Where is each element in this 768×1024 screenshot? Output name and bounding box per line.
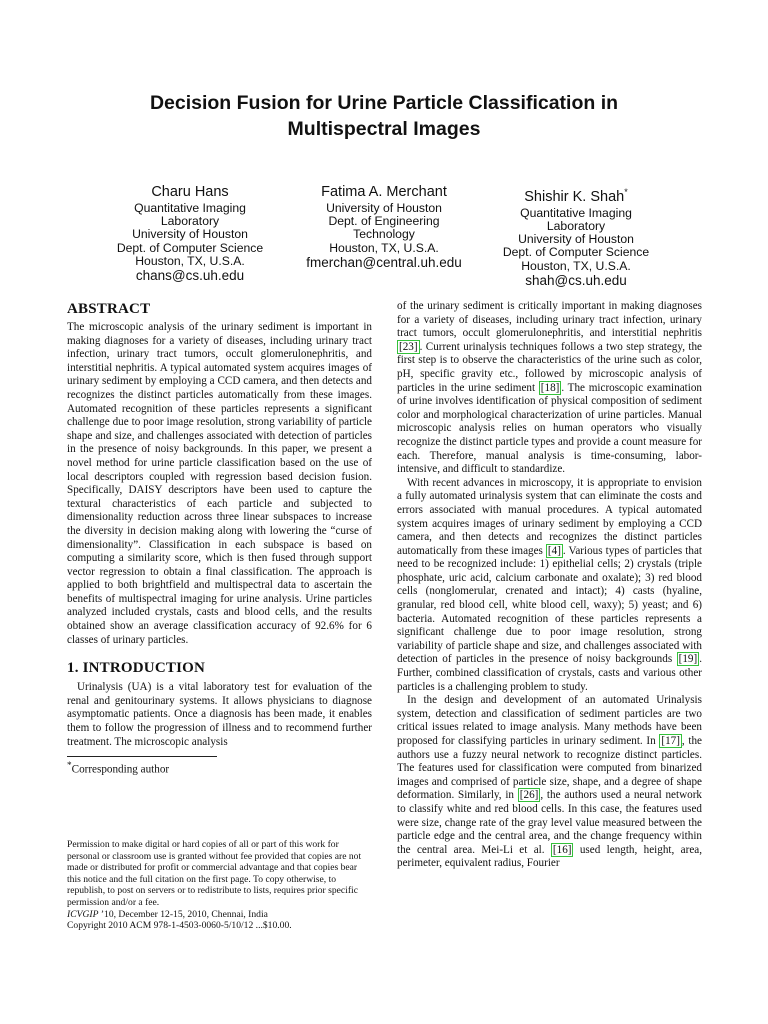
citation-link[interactable]: [16] — [552, 843, 572, 856]
abstract-text: The microscopic analysis of the urinary sediment is important in making diagnoses for a variety of diseases, including urinary tract infection, urinary tract tumors, occult glomerulonephritis, and interstitial nephritis. A typical automated system acquires images of urinary sediment by employing a CCD camera, and then detects and recognizes the distinct particles automatically from these images. Automated recognition of these particles represents a significant challenge due to poor image resolution, strong variability of particle shape and size, and challenges associated with detection of particles in the presence of noisy backgrounds. In this paper, we present a novel method for urine particle classification based on the use of local descriptors coupled with regression based decision fusion. Specifically, DAISY descriptors have been used to capture the textural characteristics of each particle and subjected to dimensionality reduction across three linear subspaces to increase the diversity in decision making along with lowering the “curse of dimensionality”. Classification in each subspace is based on computing a similarity score, which is then fused through support vector regression to obtain a final classification. The approach is applied to both brightfield and multispectral data to ascertain the benefits of multispectral imaging for urine analysis. Urine particles analyzed included crystals, casts and blood cells, and the results obtained show an average classification accuracy of 92.6% for 6 classes of urinary particles. — [67, 321, 372, 646]
affiliation-line: University of Houston — [518, 232, 634, 247]
venue-line — [67, 909, 372, 921]
author-name: Fatima A. Merchant — [321, 184, 447, 200]
intro-paragraph-3: In the design and development of an automated Urinalysis system, detection and classification of sediment particles are two critical issues related to image analysis. Many methods have been proposed for classifying particles in urinary sediment. In [17] , the authors use a fuzzy neural network to recognize distinct particles. The features used for classification were computed from binarized images and comprised of particle size, shape, and a degree of shape deformation. Similarly, in [26] , the authors used a neural network to classify white and red blood cells. In this case, the features used were size, change rate of the gray level value measured between the particle edge and the central area, and the change frequency within the central area. Mei-Li et al. [16] used length, height, area, perimeter, equivalent radius, Fourier — [397, 694, 702, 870]
affiliation-line: Dept. of Computer Science — [502, 245, 650, 260]
introduction-paragraph: Urinalysis (UA) is a vital laboratory test for evaluation of the renal and genitourinary systems. It allows physicians to diagnose asymptomatic patients. Once a diagnosis has been made, it enables them to follow the progression of illness and to recommend further treatment. The microscopic analysis — [67, 681, 372, 748]
affiliation-line: Quantitative Imaging — [134, 201, 246, 215]
paper-title — [60, 90, 708, 142]
author-email[interactable]: shah@cs.uh.edu — [525, 272, 627, 288]
corresponding-author-mark: * — [624, 187, 628, 197]
footnote-text: Corresponding author — [71, 763, 170, 776]
citation-link[interactable]: [17] — [661, 735, 680, 747]
citation-link[interactable]: [4] — [547, 544, 561, 557]
affiliation-line: Laboratory — [546, 219, 606, 234]
affiliation-line: Quantitative Imaging — [520, 205, 632, 220]
venue-name: ICVGIP — [67, 908, 99, 920]
citation-link[interactable]: [18] — [540, 381, 560, 394]
affiliation-line: Dept. of Computer Science — [116, 240, 264, 255]
author-email[interactable]: chans@cs.uh.edu — [135, 268, 245, 284]
left-column — [67, 300, 372, 777]
affiliation-line: Houston, TX, U.S.A. — [521, 258, 631, 273]
author-block-2 — [284, 184, 484, 270]
intro-paragraph-continued: of the urinary sediment is critically important in making diagnoses for a variety of diseases, including urinary tract infection, urinary tract tumors, occult glomerulonephritis, and interstitial nephritis [23] . Current urinalysis techniques follows a two step strategy, the first step is to observe the characteristics of the urine such as color, pH, specific gravity etc., followed by microscopic analysis of particles in the urine sediment [18] . The microscopic examination of urine involves identification of physical composition of sediment color and morphological characterization of urine particles. Manual microscopic analysis relies on human operators who visually recognize the distinct particle types and provide a count measure for each. Therefore, manual analysis is time-consuming, labor-intensive, and difficult to standardize. — [397, 300, 702, 476]
citation-link[interactable]: [23] — [399, 340, 418, 353]
affiliation-line: University of Houston — [132, 227, 248, 242]
affiliation-line: Laboratory — [160, 214, 220, 229]
author-email[interactable]: fmerchan@central.uh.edu — [306, 254, 462, 270]
author-block-3 — [486, 184, 666, 288]
intro-paragraph-2: With recent advances in microscopy, it is appropriate to envision a fully automated urinalysis system that can eliminate the costs and errors associated with manual procedures. A typical automated system acquires images of urinary sediment by employing a CCD camera, and then detects and recognizes the distinct particles automatically from these images [4] . Various types of particles that need to be recognized include: 1) epithelial cells; 2) crystals (triple phosphate, uric acid, calcium carbonate and oxalate); 3) red blood cells (nonglomerular, crenated and intact); 4) casts (hyaline, granular, red blood cell, white blood cell, waxy); 5) yeast; and 6) bacteria. Automated recognition of these particles represents a significant challenge due to poor image resolution, strong variability of particle shape and size, and challenges associated with detection of particles in the presence of noisy backgrounds [19] . Further, combined classification of crystals, casts and various other particles is a challenging problem to study. — [397, 476, 702, 693]
affiliation-line: University of Houston — [326, 201, 442, 215]
author-block-1 — [100, 184, 280, 283]
permission-notice — [67, 839, 372, 932]
affiliation-line: Houston, TX, U.S.A. — [329, 240, 439, 255]
affiliation-line: Houston, TX, U.S.A. — [135, 253, 245, 268]
introduction-heading: 1. INTRODUCTION — [67, 660, 206, 677]
affiliation-line: Dept. of Engineering — [328, 214, 440, 229]
venue-details: ’10, December 12-15, 2010, Chennai, India — [98, 908, 268, 920]
right-column — [397, 300, 702, 871]
title-line-2: Multispectral Images — [287, 118, 481, 140]
permission-text: Permission to make digital or hard copies of all or part of this work for personal or classroom use is granted without fee provided that copies are not made or distributed for profit or commercial advantage and that copies bear this notice and the full citation on the first page. To copy otherwise, to republish, to post on servers or to redistribute to lists, requires prior specific permission and/or a fee. — [67, 839, 362, 908]
copyright-line: Copyright 2010 ACM 978-1-4503-0060-5/10/12 ...$10.00. — [67, 920, 292, 932]
affiliation-line: Technology — [353, 227, 415, 242]
citation-link[interactable]: [26] — [519, 789, 539, 802]
abstract-heading: ABSTRACT — [67, 301, 151, 317]
footnote-rule — [67, 756, 217, 757]
footnote — [67, 759, 372, 777]
author-name: Shishir K. Shah* — [524, 187, 628, 205]
author-name: Charu Hans — [151, 184, 229, 200]
citation-link[interactable]: [19] — [678, 653, 698, 666]
title-line-1: Decision Fusion for Urine Particle Classification in — [149, 92, 619, 114]
footnote-mark: * — [67, 761, 72, 772]
